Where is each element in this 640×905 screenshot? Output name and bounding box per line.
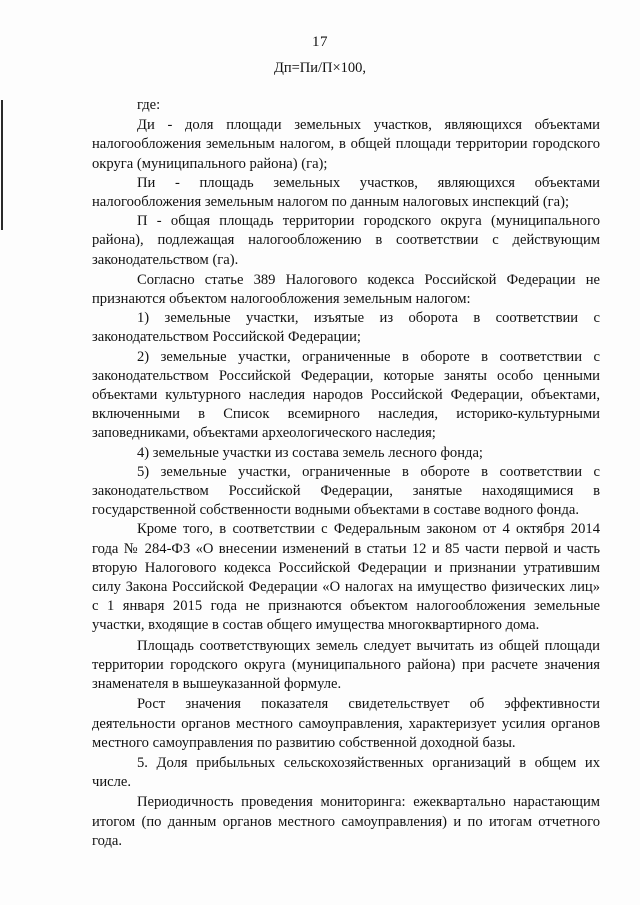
page-number: 17 [312,34,328,50]
paragraph-article-389: Согласно статье 389 Налогового кодекса Российской Федерации не признаются объектом налогообложения земельным налогом: [92,271,600,308]
list-item-2: 2) земельные участки, ограниченные в обороте в соответствии с законодательством Российской Федерации, которые заняты особо ценными объектами культурного наследия народов Российской Федерации, объектами, включенными в Список всемирного наследия, историко-культурными заповедниками, объектами археологического наследия; [92,348,600,442]
paragraph-area-subtraction: Площадь соответствующих земель следует вычитать из общей площади территории городского округа (муниципального района) при расчете значения знаменателя в вышеуказанной формуле. [92,637,600,693]
definition-di: Ди - доля площади земельных участков, являющихся объектами налогообложения земельным налогом, в общей площади территории городского округа (муниципального района) (га); [92,117,600,172]
definition-p: П - общая площадь территории городского округа (муниципального района), подлежащая налогообложению в соответствии с действующим законодательством (га). [92,213,600,268]
scan-edge-mark [1,100,3,230]
paragraph-periodicity: Периодичность проведения мониторинга: ежеквартально нарастающим итогом (по данным органов местного самоуправления) и по итогам отчетного года. [92,794,600,849]
paragraph-growth: Рост значения показателя свидетельствует об эффективности деятельности органов местного самоуправления, характеризует усилия органов местного самоуправления по развитию собственной доходной базы. [92,696,600,751]
document-body [92,96,600,851]
paragraph-federal-law: Кроме того, в соответствии с Федеральным законом от 4 октября 2014 года № 284-ФЗ «О внесении изменений в статьи 12 и 85 части первой и часть вторую Налогового кодекса Российской Федерации и признании утратившим силу Закона Российской Федерации «О налогах на имущество физических лиц» с 1 января 2015 года не признаются объектом налогообложения земельные участки, входящие в состав общего имущества многоквартирного дома. [92,521,600,634]
indicator-5-title: 5. Доля прибыльных сельскохозяйственных организаций в общем их числе. [92,754,600,791]
list-item-1: 1) земельные участки, изъятые из оборота в соответствии с законодательством Российской Федерации; [92,310,600,346]
where-label: где: [137,97,161,113]
formula: Дп=Пи/П×100, [273,60,367,76]
list-item-5: 5) земельные участки, ограниченные в обороте в соответствии с законодательством Российской Федерации, занятые находящимися в государственной собственности водными объектами в составе водного фонда. [92,463,600,519]
definition-pi: Пи - площадь земельных участков, являющихся объектами налогообложения земельным налогом по данным налоговых инспекций (га); [92,174,600,211]
list-item-4: 4) земельные участки из состава земель лесного фонда; [137,444,483,461]
